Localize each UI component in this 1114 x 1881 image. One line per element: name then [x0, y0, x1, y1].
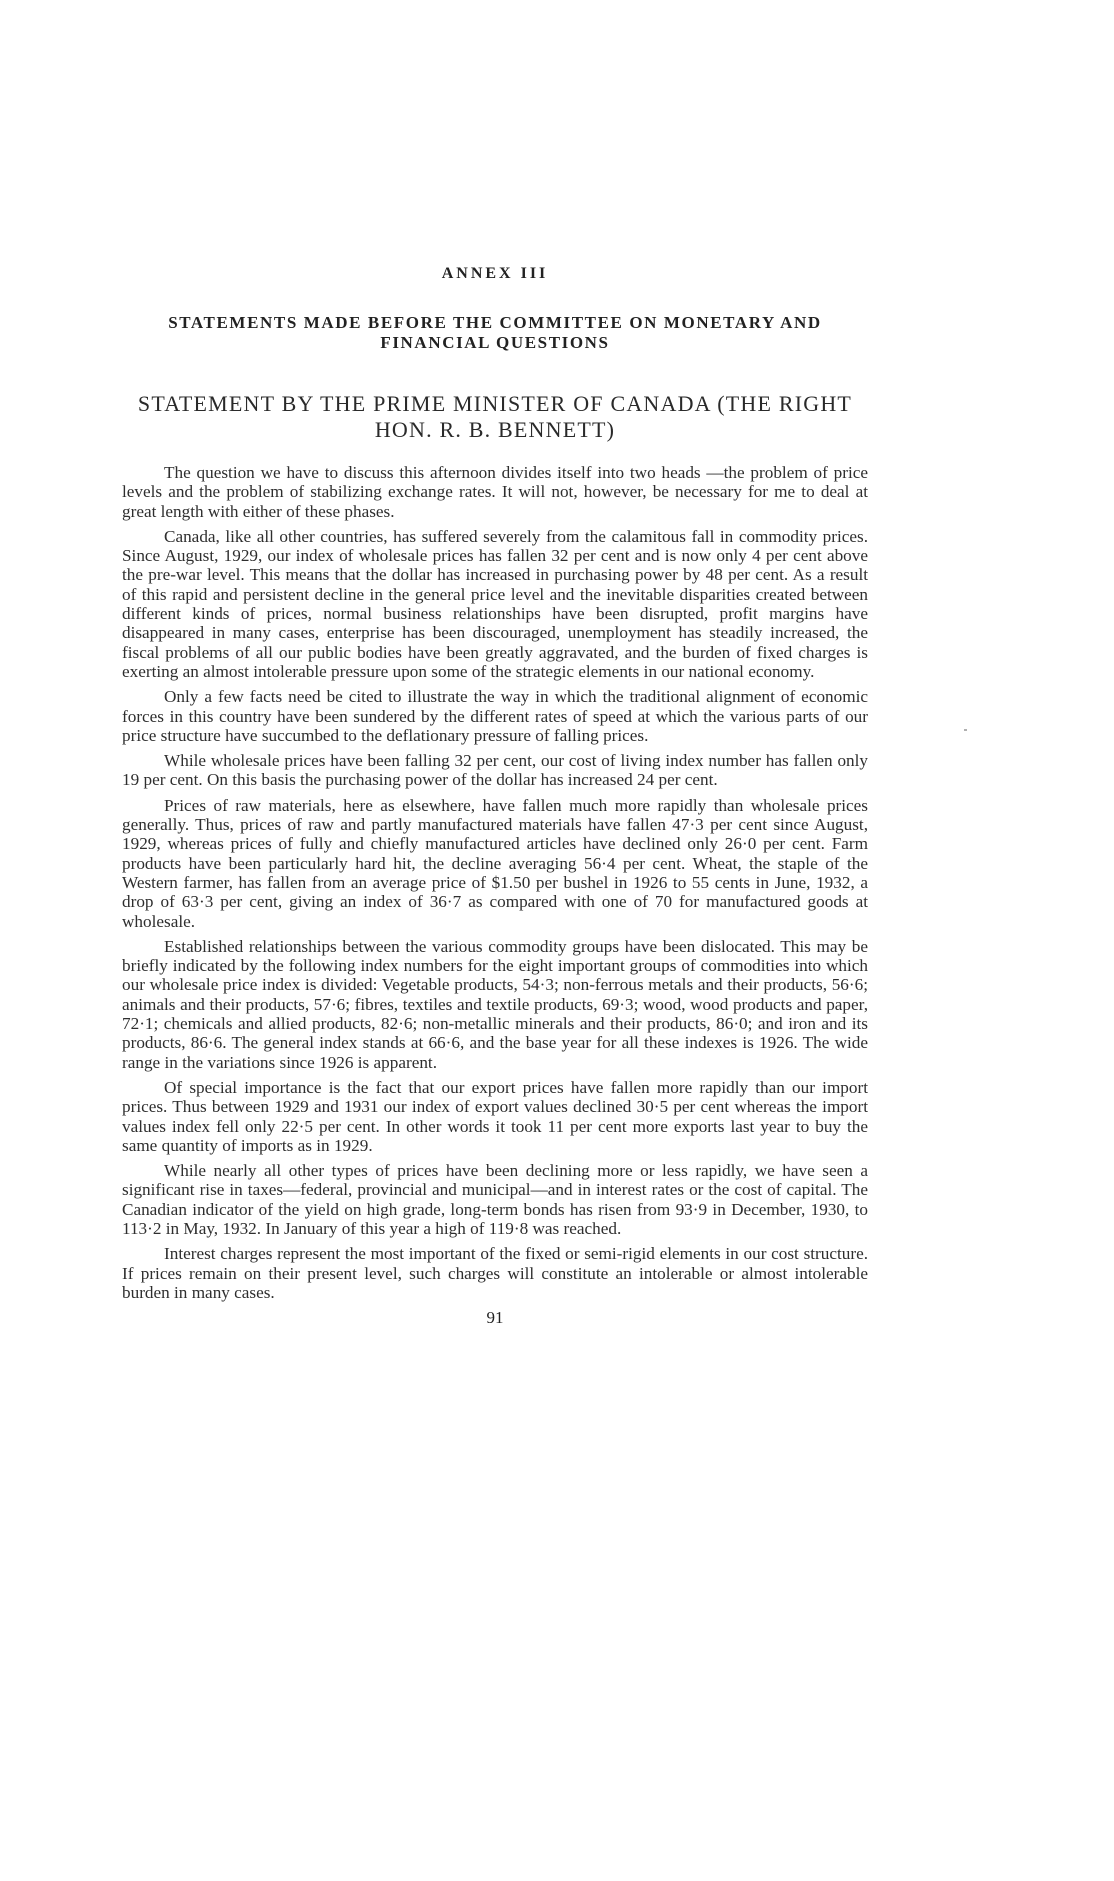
- page-content: [122, 265, 868, 1328]
- paragraph: Only a few facts need be cited to illustrate the way in which the traditional alignment of economic forces in this country have been sundered by the different rates of speed at which the various parts of our price structure have succumbed to the deflationary pressure of falling prices.: [122, 687, 868, 745]
- paragraph: Interest charges represent the most important of the fixed or semi-rigid elements in our cost structure. If prices remain on their present level, such charges will constitute an intolerable or almost intolerable burden in many cases.: [122, 1244, 868, 1302]
- paragraph: Established relationships between the various commodity groups have been dislocated. This may be briefly indicated by the following index numbers for the eight important groups of commodities into which our wholesale price index is divided: Vegetable products, 54·3; non-ferrous metals and their products, 56·6; animals and their products, 57·6; fibres, textiles and textile products, 69·3; wood, wood products and paper, 72·1; chemicals and allied products, 82·6; non-metallic minerals and their products, 86·0; and iron and its products, 86·6. The general index stands at 66·6, and the base year for all these indexes is 1926. The wide range in the variations since 1926 is apparent.: [122, 936, 868, 1072]
- page-number: 91: [486, 1308, 504, 1328]
- statement-heading: STATEMENT BY THE PRIME MINISTER OF CANADA (THE RIGHT HON. R. B. BENNETT): [137, 391, 853, 442]
- paragraph: Prices of raw materials, here as elsewhere, have fallen much more rapidly than wholesale prices generally. Thus, prices of raw and partly manufactured materials have fallen 47·3 per cent since August, 1929, whereas prices of fully and chiefly manufactured articles have declined only 26·0 per cent. Farm products have been particularly hard hit, the decline averaging 56·4 per cent. Wheat, the staple of the Western farmer, has fallen from an average price of $1.50 per bushel in 1926 to 55 cents in June, 1932, a drop of 63·3 per cent, giving an index of 36·7 as compared with one of 70 for manufactured goods at wholesale.: [122, 795, 868, 931]
- section-heading: STATEMENTS MADE BEFORE THE COMMITTEE ON MONETARY AND FINANCIAL QUESTIONS: [168, 313, 822, 352]
- paragraph: Canada, like all other countries, has suffered severely from the calamitous fall in commodity prices. Since August, 1929, our index of wholesale prices has fallen 32 per cent and is now only 4 per cent above the pre-war level. This means that the dollar has increased in purchasing power by 48 per cent. As a result of this rapid and persistent decline in the general price level and the inevitable disparities created between different kinds of prices, normal business relationships have been disrupted, profit margins have disappeared in many cases, enterprise has been discouraged, unemployment has steadily increased, the fiscal problems of all our public bodies have been greatly aggravated, and the burden of fixed charges is exerting an almost intolerable pressure upon some of the strategic elements in our national economy.: [122, 526, 868, 681]
- annex-heading: ANNEX III: [441, 265, 549, 282]
- paragraph: While nearly all other types of prices have been declining more or less rapidly, we have seen a significant rise in taxes—federal, provincial and municipal—and in interest rates or the cost of capital. The Canadian indicator of the yield on high grade, long-term bonds has risen from 93·9 in December, 1930, to 113·2 in May, 1932. In January of this year a high of 119·8 was reached.: [122, 1161, 868, 1238]
- scan-speck: [964, 729, 967, 731]
- paragraph: While wholesale prices have been falling 32 per cent, our cost of living index number has fallen only 19 per cent. On this basis the purchasing power of the dollar has increased 24 per cent.: [122, 751, 868, 790]
- paragraph: Of special importance is the fact that our export prices have fallen more rapidly than our import prices. Thus between 1929 and 1931 our index of export values declined 30·5 per cent whereas the import values index fell only 22·5 per cent. In other words it took 11 per cent more exports last year to buy the same quantity of imports as in 1929.: [122, 1077, 868, 1155]
- paragraph: The question we have to discuss this afternoon divides itself into two heads —the problem of price levels and the problem of stabilizing exchange rates. It will not, however, be necessary for me to deal at great length with either of these phases.: [122, 463, 868, 521]
- statement-body: [122, 463, 868, 1302]
